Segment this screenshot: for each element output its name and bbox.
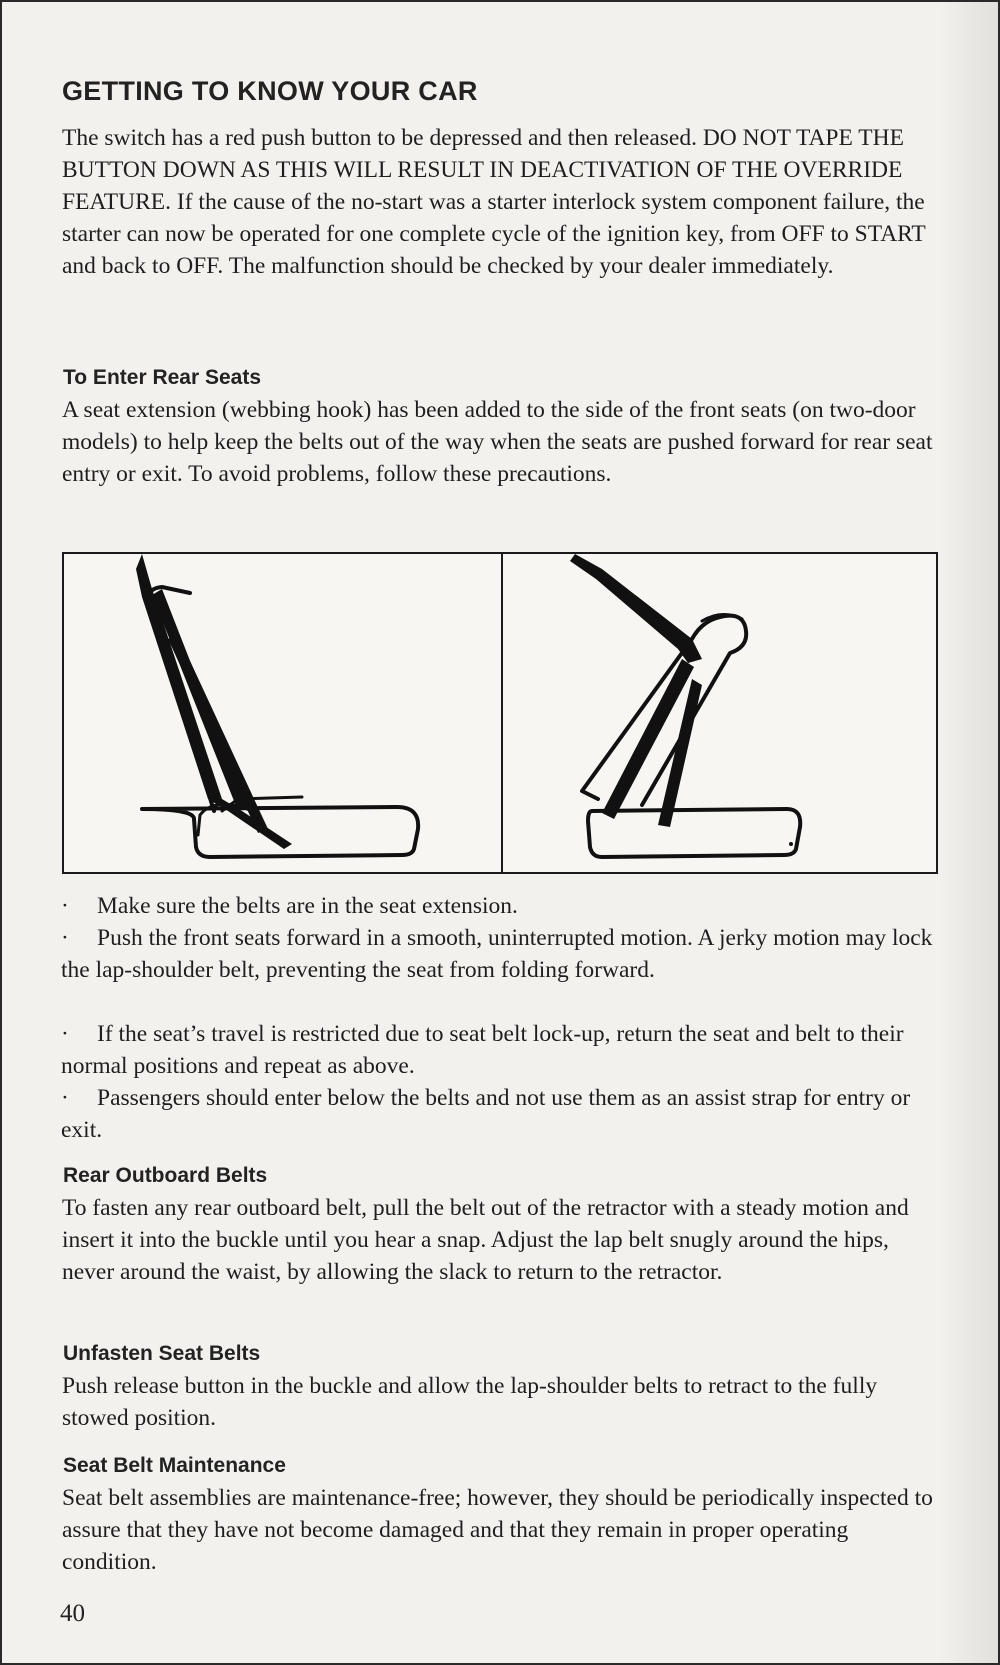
heading-seat-belt-maintenance: Seat Belt Maintenance xyxy=(63,1454,286,1477)
seat-illustration-figure xyxy=(62,552,938,874)
precaution-item xyxy=(61,890,941,922)
heading-rear-outboard-belts: Rear Outboard Belts xyxy=(63,1164,268,1187)
intro-paragraph: The switch has a red push button to be depressed and then released. DO NOT TAPE THE BUTTON DOWN AS THIS WILL RESULT IN DEACTIVATION OF THE OVERRIDE FEATURE. If the cause of the no-start was a starter interlock system component failure, the starter can now be operated for one complete cycle of the ignition key, from OFF to START and back to OFF. The malfunction should be checked by your dealer immediately. xyxy=(62,125,926,279)
seat-upright-illustration xyxy=(64,554,501,872)
unfasten-paragraph: Push release button in the buckle and allow the lap-shoulder belts to retract to the fully stowed position. xyxy=(62,1373,878,1431)
rear-seats-paragraph: A seat extension (webbing hook) has been added to the side of the front seats (on two-door models) to help keep the belts out of the way when the seats are pushed forward for rear seat entry or exit. To avoid problems, follow these precautions. xyxy=(62,397,933,487)
seat-forward-illustration xyxy=(503,554,938,872)
precaution-text: Passengers should enter below the belts and not use them as an assist strap for entry or exit. xyxy=(61,1085,911,1143)
maintenance-paragraph: Seat belt assemblies are maintenance-free; however, they should be periodically inspected to assure that they have not become damaged and that they remain in proper operating condition. xyxy=(62,1485,933,1575)
precaution-item xyxy=(61,1082,941,1146)
page-title: GETTING TO KNOW YOUR CAR xyxy=(62,76,478,106)
bullet-marker: · xyxy=(61,925,69,951)
precaution-item xyxy=(61,922,941,986)
page-number: 40 xyxy=(60,1600,85,1627)
heading-enter-rear-seats: To Enter Rear Seats xyxy=(63,366,262,389)
precaution-item xyxy=(61,1018,941,1082)
bullet-marker: · xyxy=(61,1085,69,1111)
precaution-text: If the seat’s travel is restricted due to seat belt lock-up, return the seat and belt to their normal positions and repeat as above. xyxy=(61,1021,904,1079)
bullet-marker: · xyxy=(61,1021,69,1047)
outboard-belts-paragraph: To fasten any rear outboard belt, pull the belt out of the retractor with a steady motion and insert it into the buckle until you hear a snap. Adjust the lap belt snugly around the hips, never around the waist, by allowing the slack to return to the retractor. xyxy=(62,1195,909,1285)
heading-unfasten-seat-belts: Unfasten Seat Belts xyxy=(63,1342,261,1365)
precaution-text: Make sure the belts are in the seat extension. xyxy=(97,893,518,919)
precaution-text: Push the front seats forward in a smooth, uninterrupted motion. A jerky motion may lock the lap-shoulder belt, preventing the seat from folding forward. xyxy=(61,925,933,983)
bullet-marker: · xyxy=(61,893,69,919)
